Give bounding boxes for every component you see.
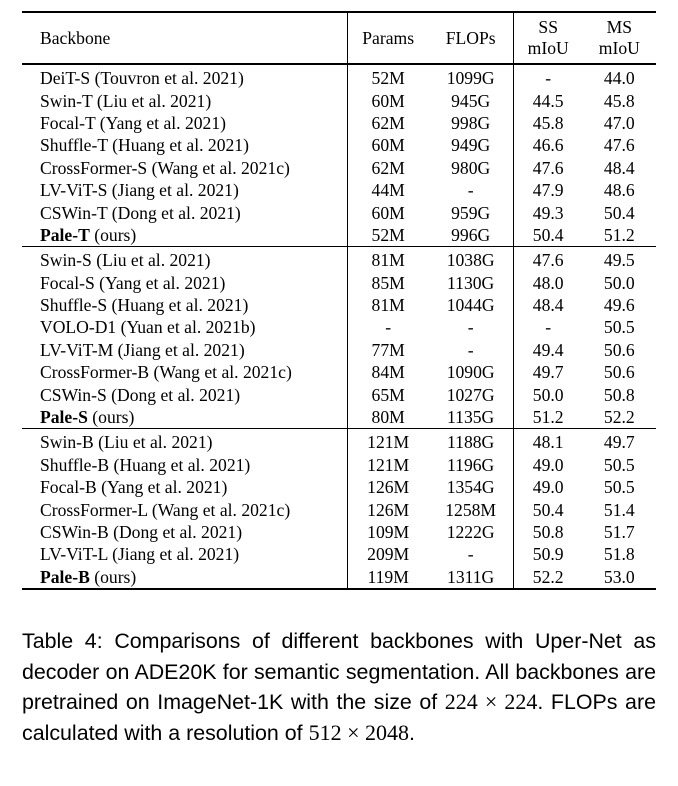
cell-ss-miou: 47.6 — [513, 157, 582, 179]
caption-text-3: . — [408, 720, 415, 745]
cell-params: 52M — [347, 64, 428, 89]
cell-ss-miou: 50.4 — [513, 224, 582, 247]
cell-flops: 1044G — [446, 295, 495, 316]
cell-backbone — [22, 406, 347, 429]
cell-ss-miou: 47.6 — [513, 247, 582, 272]
cell-flops: 1027G — [446, 384, 495, 405]
table-row — [22, 498, 656, 520]
table-row — [22, 294, 656, 316]
table-row — [22, 521, 656, 543]
cell-backbone: Swin-B (Liu et al. 2021) — [40, 432, 213, 453]
cell-flops: 1135G — [429, 406, 514, 429]
cell-ss-miou: 50.8 — [513, 521, 582, 543]
cell-ss-miou: 48.0 — [513, 272, 582, 294]
caption-resolution-expr: 512 × 2048 — [308, 719, 409, 745]
table-row-ours — [22, 406, 656, 429]
model-name-ours: Pale-B — [40, 566, 90, 587]
ours-tag: (ours) — [87, 407, 135, 428]
cell-backbone: LV-ViT-M (Jiang et al. 2021) — [40, 339, 245, 360]
table-row — [22, 112, 656, 134]
cell-flops: - — [467, 180, 474, 201]
table-group-base — [22, 429, 656, 589]
cell-ms-miou: 50.6 — [603, 362, 635, 383]
cell-params: 121M — [347, 429, 428, 454]
cell-backbone: CrossFormer-S (Wang et al. 2021c) — [40, 157, 290, 178]
cell-backbone: DeiT-S (Touvron et al. 2021) — [40, 68, 244, 89]
table-row — [22, 454, 656, 476]
cell-params: 77M — [347, 339, 428, 361]
cell-params: 84M — [347, 361, 428, 383]
cell-ms-miou: 50.0 — [603, 272, 635, 293]
cell-params: 121M — [347, 454, 428, 476]
cell-ss-miou: - — [513, 316, 582, 338]
cell-flops: 1090G — [446, 362, 495, 383]
cell-ms-miou: 52.2 — [583, 406, 656, 429]
ours-tag: (ours) — [89, 566, 137, 587]
cell-ms-miou: 51.8 — [603, 544, 635, 565]
cell-backbone: CrossFormer-B (Wang et al. 2021c) — [40, 362, 292, 383]
model-name-ours: Pale-T — [40, 224, 90, 245]
caption-text-2: . FLOPs are calculated with a resolution of — [22, 690, 656, 745]
model-name-ours: Pale-S — [40, 407, 88, 428]
cell-params: 126M — [347, 498, 428, 520]
cell-ss-miou: 47.9 — [513, 179, 582, 201]
table-header-row — [22, 12, 656, 64]
cell-params: 62M — [347, 157, 428, 179]
cell-backbone: Focal-S (Yang et al. 2021) — [40, 272, 226, 293]
cell-backbone — [22, 566, 347, 589]
table-row — [22, 272, 656, 294]
cell-params: 62M — [347, 112, 428, 134]
caption-text-1: Comparisons of different backbones with Uper-Net as decoder on ADE20K for semantic segmentation. All backbones are pretrained on ImageNet-1K with the size of — [22, 629, 656, 714]
header-ms-miou — [583, 12, 656, 64]
cell-backbone: CSWin-B (Dong et al. 2021) — [40, 522, 243, 542]
cell-params: 109M — [347, 521, 428, 543]
cell-params: 85M — [347, 272, 428, 294]
cell-flops: 1258M — [445, 499, 497, 520]
cell-ms-miou: 45.8 — [603, 90, 635, 111]
table-row — [22, 543, 656, 565]
cell-ms-miou: 51.2 — [583, 224, 656, 247]
cell-ms-miou: 50.5 — [603, 477, 635, 498]
cell-backbone: LV-ViT-L (Jiang et al. 2021) — [40, 544, 240, 565]
cell-ss-miou: 48.4 — [513, 294, 582, 316]
table-row — [22, 89, 656, 111]
cell-ss-miou: 49.7 — [513, 361, 582, 383]
cell-ss-miou: 49.0 — [513, 476, 582, 498]
header-ss-miou — [513, 12, 582, 64]
cell-ms-miou: 47.6 — [603, 135, 635, 156]
table-row — [22, 476, 656, 498]
cell-ss-miou: 52.2 — [513, 566, 582, 589]
results-table — [22, 11, 656, 590]
header-flops: FLOPs — [445, 28, 496, 48]
cell-params: 60M — [347, 89, 428, 111]
caption-size-expr: 224 × 224 — [444, 689, 538, 714]
cell-params: 81M — [347, 247, 428, 272]
table-row — [22, 339, 656, 361]
table-row — [22, 383, 656, 405]
table-row — [22, 429, 656, 454]
table-row — [22, 157, 656, 179]
cell-params: 60M — [347, 201, 428, 223]
cell-backbone: CSWin-T (Dong et al. 2021) — [40, 202, 241, 223]
cell-backbone: CSWin-S (Dong et al. 2021) — [40, 384, 241, 405]
cell-flops: 1099G — [446, 68, 495, 89]
cell-ss-miou: 50.4 — [513, 498, 582, 520]
cell-params: 81M — [347, 294, 428, 316]
cell-flops: 1130G — [447, 272, 495, 293]
cell-ss-miou: 49.3 — [513, 201, 582, 223]
table-row — [22, 64, 656, 89]
cell-flops: 1354G — [446, 477, 495, 498]
cell-backbone — [22, 224, 347, 247]
header-ms-label: MS — [606, 17, 633, 37]
cell-backbone: Swin-S (Liu et al. 2021) — [40, 250, 211, 271]
cell-flops: - — [467, 544, 474, 565]
cell-params: 209M — [347, 543, 428, 565]
cell-ss-miou: 49.0 — [513, 454, 582, 476]
cell-ms-miou: 50.6 — [603, 339, 635, 360]
cell-flops: 959G — [451, 202, 491, 223]
cell-params: 60M — [347, 134, 428, 156]
table-row-ours — [22, 224, 656, 247]
cell-flops: 1196G — [447, 454, 495, 475]
cell-flops: 1222G — [446, 522, 495, 542]
cell-ms-miou: 53.0 — [583, 566, 656, 589]
cell-ms-miou: 47.0 — [603, 112, 635, 133]
cell-ms-miou: 50.5 — [603, 317, 635, 338]
cell-ms-miou: 48.6 — [603, 180, 635, 201]
cell-backbone: Focal-B (Yang et al. 2021) — [40, 477, 228, 498]
header-ss-label: SS — [538, 17, 558, 37]
caption-label: Table 4: — [22, 629, 103, 653]
table-row-ours — [22, 566, 656, 589]
table-row — [22, 179, 656, 201]
table-group-small — [22, 247, 656, 429]
header-params: Params — [347, 12, 428, 64]
cell-params: 80M — [347, 406, 428, 429]
cell-backbone: CrossFormer-L (Wang et al. 2021c) — [40, 499, 291, 520]
cell-params: 52M — [347, 224, 428, 247]
cell-ss-miou: 50.0 — [513, 383, 582, 405]
cell-ms-miou: 49.7 — [603, 432, 635, 453]
cell-ss-miou: 45.8 — [513, 112, 582, 134]
cell-flops: 998G — [451, 112, 491, 133]
cell-params: - — [347, 316, 428, 338]
cell-ms-miou: 50.4 — [603, 202, 635, 223]
cell-backbone: VOLO-D1 (Yuan et al. 2021b) — [40, 317, 256, 338]
cell-backbone: Shuffle-T (Huang et al. 2021) — [40, 135, 249, 156]
cell-ms-miou: 48.4 — [603, 157, 635, 178]
cell-ms-miou: 50.8 — [603, 384, 635, 405]
cell-flops: - — [467, 317, 474, 338]
cell-flops: - — [467, 339, 474, 360]
cell-ms-miou: 51.7 — [603, 522, 635, 542]
table-row — [22, 247, 656, 272]
cell-backbone: LV-ViT-S (Jiang et al. 2021) — [40, 180, 239, 201]
cell-backbone: Shuffle-S (Huang et al. 2021) — [40, 295, 249, 316]
table-row — [22, 201, 656, 223]
table-row — [22, 361, 656, 383]
cell-ss-miou: 49.4 — [513, 339, 582, 361]
cell-params: 44M — [347, 179, 428, 201]
cell-flops: 1311G — [429, 566, 514, 589]
cell-ms-miou: 44.0 — [603, 68, 635, 89]
table-group-tiny — [22, 64, 656, 247]
ours-tag: (ours) — [89, 224, 137, 245]
cell-ms-miou: 49.5 — [603, 250, 635, 271]
cell-flops: 945G — [451, 90, 491, 111]
header-ss-metric: mIoU — [527, 38, 569, 58]
cell-ms-miou: 50.5 — [603, 454, 635, 475]
cell-params: 65M — [347, 383, 428, 405]
cell-ms-miou: 49.6 — [603, 295, 635, 316]
cell-flops: 1038G — [446, 250, 495, 271]
cell-flops: 1188G — [447, 432, 495, 453]
cell-params: 126M — [347, 476, 428, 498]
cell-ss-miou: 50.9 — [513, 543, 582, 565]
cell-backbone: Focal-T (Yang et al. 2021) — [40, 112, 227, 133]
cell-backbone: Swin-T (Liu et al. 2021) — [40, 90, 212, 111]
cell-backbone: Shuffle-B (Huang et al. 2021) — [40, 454, 251, 475]
cell-ss-miou: 46.6 — [513, 134, 582, 156]
table-row — [22, 316, 656, 338]
cell-flops: 949G — [451, 135, 491, 156]
cell-ss-miou: 44.5 — [513, 89, 582, 111]
cell-flops: 980G — [451, 157, 491, 178]
cell-ss-miou: 48.1 — [513, 429, 582, 454]
cell-ss-miou: - — [513, 64, 582, 89]
table-row — [22, 134, 656, 156]
cell-params: 119M — [347, 566, 428, 589]
header-ms-metric: mIoU — [598, 38, 640, 58]
cell-ms-miou: 51.4 — [603, 499, 635, 520]
cell-ss-miou: 51.2 — [513, 406, 582, 429]
header-backbone: Backbone — [40, 28, 111, 48]
cell-flops: 996G — [429, 224, 514, 247]
table-caption — [22, 626, 656, 748]
